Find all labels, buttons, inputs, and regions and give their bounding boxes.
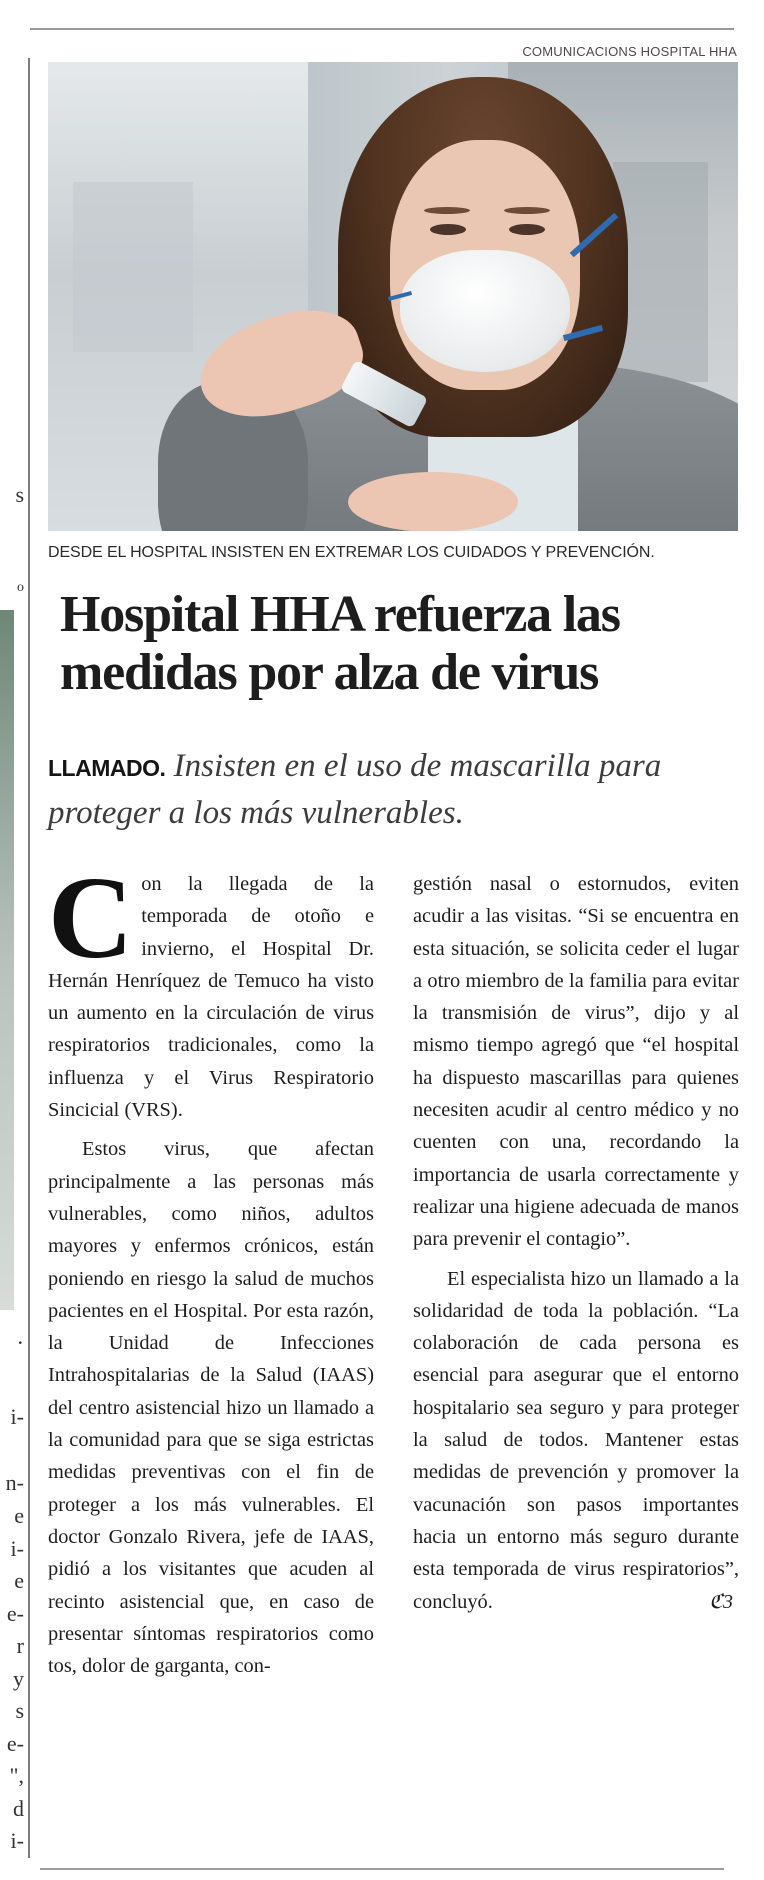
headline <box>60 586 750 702</box>
face-mask <box>400 250 570 372</box>
fragment-char: e- <box>6 1731 24 1756</box>
headline-line-2: medidas por alza de virus <box>60 644 599 701</box>
fragment-char: i- <box>10 1828 24 1853</box>
headline-line-1: Hospital HHA refuerza las <box>60 586 620 643</box>
paragraph-4-text: El especialista hizo un llamado a la solidaridad de toda la población. “La colaboración de cada persona es esencial para asegurar que el entorno hospitalario sea seguro y para proteger la salud de todos. Mantener estas medidas de prevención y promover la vacunación son pasos importantes hacia un entorno más seguro durante esta temporada de virus respiratorios”, concluyó. <box>413 1267 739 1613</box>
end-mark-icon: ℭ3 <box>708 1590 733 1613</box>
fragment-char: e- <box>6 1601 24 1626</box>
fragment-char: n- <box>5 1470 24 1495</box>
top-rule <box>30 28 734 30</box>
fragment-char: s <box>15 1698 24 1723</box>
column-divider <box>28 58 30 1858</box>
article-photo <box>48 62 738 531</box>
body-column-2 <box>413 868 739 1618</box>
fragment-char: r <box>16 1633 24 1658</box>
previous-article-photo <box>0 610 14 1310</box>
paragraph-3: gestión nasal o estornudos, eviten acudir a las visitas. “Si se encuentra en esta situación, se solicita ceder el lugar a otro miembro de la familia para evitar la transmisión de virus”, dijo y al mismo tiempo agregó que “el hospital ha dispuesto mascarillas para quienes necesiten acudir al centro médico y no cuenten con una, recordando la importancia de usarla correctamente y realizar una higiene adecuada de manos para prevenir el contagio”. <box>413 873 739 1251</box>
fragment-char: e <box>14 1503 24 1528</box>
fragment-char: ", <box>9 1763 24 1788</box>
eye <box>430 224 466 235</box>
body-column-1 <box>48 852 374 1682</box>
fragment-char: i- <box>10 1536 24 1561</box>
article-deck <box>48 744 748 836</box>
bottom-rule <box>40 1868 724 1870</box>
deck-text: Insisten en el uso de mascarilla para proteger a los más vulnerables. <box>48 748 662 831</box>
fragment-char: i- <box>10 1404 24 1429</box>
photo-credit: COMUNICACIONS HOSPITAL HHA <box>522 44 737 59</box>
photo-background-building <box>73 182 193 352</box>
woman-hand <box>348 472 518 531</box>
eyebrow <box>504 207 550 214</box>
fragment-char: · <box>16 1330 24 1355</box>
fragment-char: s <box>15 482 24 507</box>
fragment-char: o <box>17 580 24 595</box>
paragraph-1-text: on la llegada de la temporada de otoño e invierno, el Hospital Dr. Hernán Henríquez de Temuco ha visto un aumento en la circulación de virus respiratorios tradicionales, como la influenza y el Virus Respiratorio Sincicial (VRS). <box>48 873 374 1122</box>
drop-cap: C <box>48 852 134 983</box>
fragment-char: y <box>13 1666 24 1691</box>
paragraph-4 <box>413 1263 739 1618</box>
paragraph-2: Estos virus, que afectan principalmente a las personas más vulnerables, como niños, adultos mayores y enfermos crónicos, están poniendo en riesgo la salud de muchos pacientes en el Hospital. Por esta razón, la Unidad de Infecciones Intrahospitalarias de la Salud (IAAS) del centro asistencial hizo un llamado a la comunidad para que se siga estrictas medidas preventivas con el fin de proteger a los más vulnerables. El doctor Gonzalo Rivera, jefe de IAAS, pidió a los visitantes que acuden al recinto asistencial que, en caso de presentar síntomas respiratorios como tos, dolor de garganta, con- <box>48 1138 374 1678</box>
fragment-char: e <box>14 1568 24 1593</box>
previous-article-fragment <box>0 0 24 1880</box>
fragment-char: d <box>13 1796 24 1821</box>
photo-caption: DESDE EL HOSPITAL INSISTEN EN EXTREMAR LOS CUIDADOS Y PREVENCIÓN. <box>48 544 655 561</box>
paragraph-1 <box>48 852 374 1126</box>
deck-kicker: LLAMADO. <box>48 755 166 781</box>
eyebrow <box>424 207 470 214</box>
eye <box>509 224 545 235</box>
